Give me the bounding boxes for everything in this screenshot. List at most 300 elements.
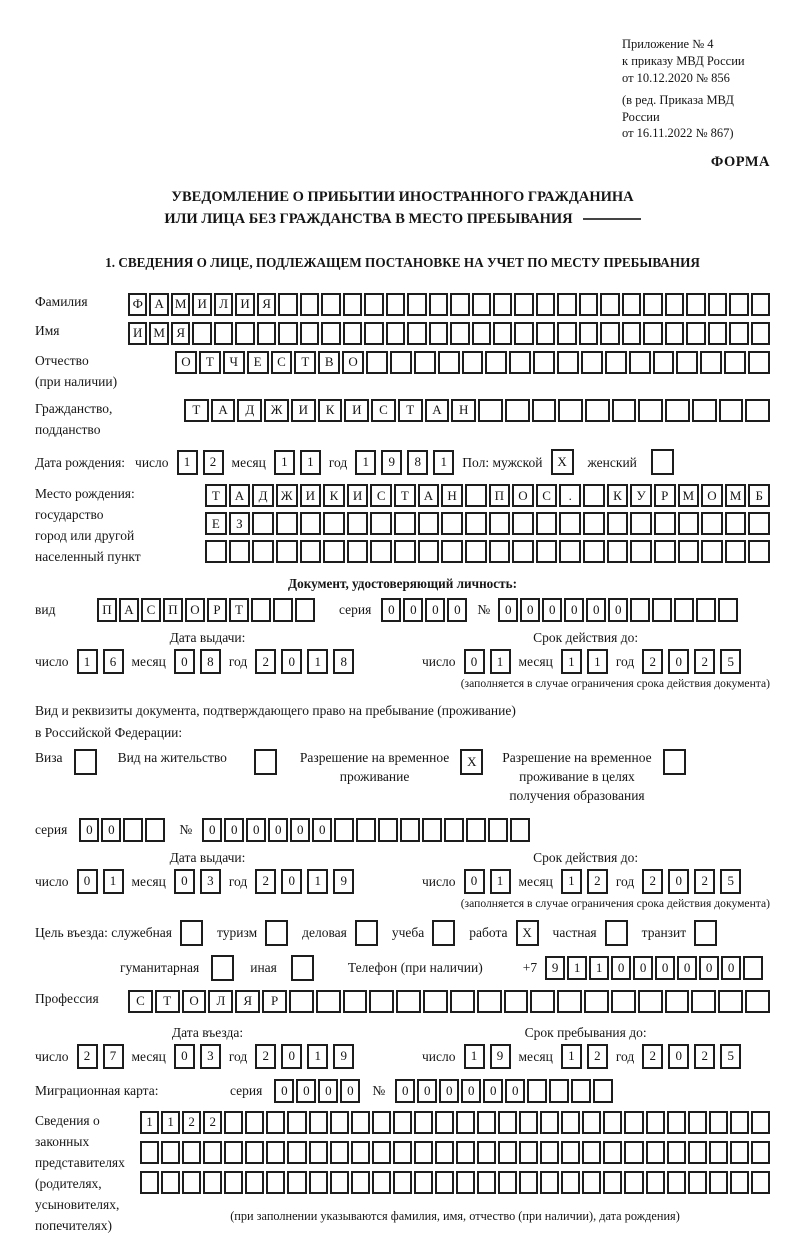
- char-box[interactable]: [300, 512, 322, 535]
- char-box[interactable]: 0: [505, 1079, 525, 1103]
- char-box[interactable]: К: [323, 484, 345, 507]
- char-box[interactable]: [643, 293, 662, 316]
- char-box[interactable]: 0: [464, 649, 485, 674]
- char-box[interactable]: [465, 512, 487, 535]
- char-box[interactable]: Д: [237, 399, 262, 422]
- char-box[interactable]: [700, 351, 722, 374]
- char-box[interactable]: [276, 512, 298, 535]
- char-box[interactable]: [583, 512, 605, 535]
- char-box[interactable]: 2: [255, 1044, 276, 1069]
- char-box[interactable]: [512, 512, 534, 535]
- char-box[interactable]: 2: [203, 1111, 222, 1134]
- char-box[interactable]: [477, 1111, 496, 1134]
- char-box[interactable]: 0: [520, 598, 540, 622]
- char-box[interactable]: 1: [433, 450, 454, 475]
- char-box[interactable]: [372, 1171, 391, 1194]
- char-box[interactable]: С: [371, 399, 396, 422]
- char-box[interactable]: С: [141, 598, 161, 622]
- char-box[interactable]: [393, 1171, 412, 1194]
- char-box[interactable]: [456, 1171, 475, 1194]
- char-box[interactable]: 6: [103, 649, 124, 674]
- char-box[interactable]: 1: [103, 869, 124, 894]
- char-box[interactable]: [558, 399, 583, 422]
- char-box[interactable]: [730, 1141, 749, 1164]
- char-box[interactable]: 1: [355, 450, 376, 475]
- char-box[interactable]: [205, 540, 227, 563]
- char-box[interactable]: [266, 1141, 285, 1164]
- char-box[interactable]: И: [347, 484, 369, 507]
- char-box[interactable]: [252, 512, 274, 535]
- char-box[interactable]: [630, 598, 650, 622]
- char-box[interactable]: [674, 598, 694, 622]
- char-box[interactable]: [622, 293, 641, 316]
- char-box[interactable]: О: [182, 990, 207, 1013]
- char-box[interactable]: Н: [441, 484, 463, 507]
- char-box[interactable]: 1: [177, 450, 198, 475]
- char-box[interactable]: У: [630, 484, 652, 507]
- char-box[interactable]: [351, 1111, 370, 1134]
- char-box[interactable]: [351, 1171, 370, 1194]
- char-box[interactable]: 0: [174, 1044, 195, 1069]
- char-box[interactable]: [289, 990, 314, 1013]
- char-box[interactable]: [540, 1111, 559, 1134]
- char-box[interactable]: [719, 399, 744, 422]
- char-box[interactable]: [561, 1111, 580, 1134]
- char-box[interactable]: [561, 1141, 580, 1164]
- char-box[interactable]: [300, 322, 319, 345]
- char-box[interactable]: [665, 990, 690, 1013]
- char-box[interactable]: И: [300, 484, 322, 507]
- char-box[interactable]: А: [211, 399, 236, 422]
- char-box[interactable]: [273, 598, 293, 622]
- char-box[interactable]: [646, 1141, 665, 1164]
- char-box[interactable]: [557, 293, 576, 316]
- char-box[interactable]: [161, 1171, 180, 1194]
- char-box[interactable]: [549, 1079, 569, 1103]
- char-box[interactable]: [287, 1171, 306, 1194]
- char-box[interactable]: 0: [699, 956, 719, 980]
- char-box[interactable]: Т: [229, 598, 249, 622]
- char-box[interactable]: Р: [262, 990, 287, 1013]
- char-box[interactable]: 9: [381, 450, 402, 475]
- char-box[interactable]: 1: [307, 869, 328, 894]
- char-box[interactable]: [330, 1171, 349, 1194]
- char-box[interactable]: [435, 1111, 454, 1134]
- char-box[interactable]: [581, 351, 603, 374]
- char-box[interactable]: [414, 1171, 433, 1194]
- char-box[interactable]: 1: [274, 450, 295, 475]
- char-box[interactable]: [686, 293, 705, 316]
- char-box[interactable]: [611, 990, 636, 1013]
- char-box[interactable]: [309, 1171, 328, 1194]
- char-box[interactable]: 0: [77, 869, 98, 894]
- char-box[interactable]: 2: [587, 1044, 608, 1069]
- char-box[interactable]: [423, 990, 448, 1013]
- char-box[interactable]: [498, 1111, 517, 1134]
- char-box[interactable]: [730, 1111, 749, 1134]
- char-box[interactable]: П: [97, 598, 117, 622]
- char-box[interactable]: 0: [281, 1044, 302, 1069]
- char-box[interactable]: [477, 1171, 496, 1194]
- char-box[interactable]: 1: [561, 869, 582, 894]
- char-box[interactable]: [390, 351, 412, 374]
- char-box[interactable]: [422, 818, 442, 842]
- char-box[interactable]: Т: [205, 484, 227, 507]
- char-box[interactable]: 1: [307, 1044, 328, 1069]
- char-box[interactable]: М: [725, 484, 747, 507]
- char-box[interactable]: [730, 1171, 749, 1194]
- char-box[interactable]: 0: [586, 598, 606, 622]
- char-box[interactable]: Ж: [264, 399, 289, 422]
- char-box[interactable]: [709, 1141, 728, 1164]
- char-box[interactable]: [729, 293, 748, 316]
- char-box[interactable]: [665, 399, 690, 422]
- char-box[interactable]: 9: [490, 1044, 511, 1069]
- char-box[interactable]: О: [512, 484, 534, 507]
- char-box[interactable]: [400, 818, 420, 842]
- char-box[interactable]: 1: [567, 956, 587, 980]
- char-box[interactable]: [386, 293, 405, 316]
- char-box[interactable]: Р: [654, 484, 676, 507]
- char-box[interactable]: 0: [340, 1079, 360, 1103]
- char-box[interactable]: [321, 322, 340, 345]
- char-box[interactable]: Л: [214, 293, 233, 316]
- char-box[interactable]: 1: [490, 649, 511, 674]
- char-box[interactable]: А: [229, 484, 251, 507]
- char-box[interactable]: 9: [333, 869, 354, 894]
- char-box[interactable]: А: [119, 598, 139, 622]
- char-box[interactable]: [316, 990, 341, 1013]
- char-box[interactable]: [489, 512, 511, 535]
- char-box[interactable]: [688, 1141, 707, 1164]
- char-box[interactable]: [691, 990, 716, 1013]
- char-box[interactable]: 0: [483, 1079, 503, 1103]
- char-box[interactable]: [224, 1111, 243, 1134]
- char-box[interactable]: [343, 293, 362, 316]
- char-box[interactable]: [323, 512, 345, 535]
- char-box[interactable]: 2: [255, 649, 276, 674]
- char-box[interactable]: [366, 351, 388, 374]
- char-box[interactable]: Т: [199, 351, 221, 374]
- char-box[interactable]: А: [425, 399, 450, 422]
- char-box[interactable]: И: [192, 293, 211, 316]
- char-box[interactable]: [622, 322, 641, 345]
- char-box[interactable]: [295, 598, 315, 622]
- char-box[interactable]: [509, 351, 531, 374]
- char-box[interactable]: О: [185, 598, 205, 622]
- char-box[interactable]: [748, 512, 770, 535]
- char-box[interactable]: [347, 512, 369, 535]
- char-box[interactable]: [465, 484, 487, 507]
- char-box[interactable]: [393, 1111, 412, 1134]
- char-box[interactable]: [519, 1141, 538, 1164]
- char-box[interactable]: Ф: [128, 293, 147, 316]
- char-box[interactable]: [140, 1171, 159, 1194]
- char-box[interactable]: И: [291, 399, 316, 422]
- char-box[interactable]: К: [607, 484, 629, 507]
- char-box[interactable]: 0: [611, 956, 631, 980]
- char-box[interactable]: 1: [140, 1111, 159, 1134]
- char-box[interactable]: [441, 540, 463, 563]
- char-box[interactable]: [561, 1171, 580, 1194]
- char-box[interactable]: [330, 1111, 349, 1134]
- char-box[interactable]: [347, 540, 369, 563]
- char-box[interactable]: [356, 818, 376, 842]
- char-box[interactable]: X: [516, 920, 539, 946]
- char-box[interactable]: 9: [545, 956, 565, 980]
- char-box[interactable]: 0: [439, 1079, 459, 1103]
- char-box[interactable]: [265, 920, 288, 946]
- char-box[interactable]: [603, 1111, 622, 1134]
- char-box[interactable]: И: [235, 293, 254, 316]
- char-box[interactable]: 0: [101, 818, 121, 842]
- char-box[interactable]: [643, 322, 662, 345]
- char-box[interactable]: 8: [333, 649, 354, 674]
- char-box[interactable]: [582, 1171, 601, 1194]
- char-box[interactable]: Н: [451, 399, 476, 422]
- char-box[interactable]: [651, 449, 674, 475]
- char-box[interactable]: 2: [694, 1044, 715, 1069]
- char-box[interactable]: [624, 1141, 643, 1164]
- char-box[interactable]: [414, 1111, 433, 1134]
- char-box[interactable]: X: [551, 449, 574, 475]
- char-box[interactable]: [489, 540, 511, 563]
- char-box[interactable]: [624, 1111, 643, 1134]
- char-box[interactable]: [638, 399, 663, 422]
- char-box[interactable]: [251, 598, 271, 622]
- char-box[interactable]: [646, 1111, 665, 1134]
- char-box[interactable]: 5: [720, 869, 741, 894]
- char-box[interactable]: [291, 955, 314, 981]
- char-box[interactable]: 0: [564, 598, 584, 622]
- char-box[interactable]: [351, 1141, 370, 1164]
- char-box[interactable]: [123, 818, 143, 842]
- char-box[interactable]: [254, 749, 277, 775]
- char-box[interactable]: 0: [395, 1079, 415, 1103]
- char-box[interactable]: [593, 1079, 613, 1103]
- char-box[interactable]: [300, 293, 319, 316]
- char-box[interactable]: [334, 818, 354, 842]
- char-box[interactable]: [514, 293, 533, 316]
- char-box[interactable]: [321, 293, 340, 316]
- char-box[interactable]: Е: [247, 351, 269, 374]
- char-box[interactable]: [692, 399, 717, 422]
- char-box[interactable]: 5: [720, 649, 741, 674]
- char-box[interactable]: [450, 322, 469, 345]
- char-box[interactable]: [498, 1171, 517, 1194]
- char-box[interactable]: [435, 1141, 454, 1164]
- char-box[interactable]: [536, 293, 555, 316]
- char-box[interactable]: [257, 322, 276, 345]
- char-box[interactable]: [751, 1111, 770, 1134]
- char-box[interactable]: [605, 920, 628, 946]
- char-box[interactable]: 0: [296, 1079, 316, 1103]
- char-box[interactable]: [266, 1111, 285, 1134]
- char-box[interactable]: 5: [720, 1044, 741, 1069]
- char-box[interactable]: 0: [281, 869, 302, 894]
- char-box[interactable]: 8: [200, 649, 221, 674]
- char-box[interactable]: Ж: [276, 484, 298, 507]
- char-box[interactable]: [557, 990, 582, 1013]
- char-box[interactable]: [182, 1171, 201, 1194]
- char-box[interactable]: [472, 293, 491, 316]
- char-box[interactable]: [624, 1171, 643, 1194]
- char-box[interactable]: 0: [281, 649, 302, 674]
- char-box[interactable]: 0: [202, 818, 222, 842]
- char-box[interactable]: [607, 512, 629, 535]
- char-box[interactable]: Я: [171, 322, 190, 345]
- char-box[interactable]: [74, 749, 97, 775]
- char-box[interactable]: [435, 1171, 454, 1194]
- char-box[interactable]: Д: [252, 484, 274, 507]
- char-box[interactable]: [519, 1111, 538, 1134]
- char-box[interactable]: А: [418, 484, 440, 507]
- char-box[interactable]: 1: [490, 869, 511, 894]
- char-box[interactable]: [527, 1079, 547, 1103]
- char-box[interactable]: [751, 1141, 770, 1164]
- char-box[interactable]: [465, 540, 487, 563]
- char-box[interactable]: Я: [235, 990, 260, 1013]
- char-box[interactable]: Я: [257, 293, 276, 316]
- char-box[interactable]: [369, 990, 394, 1013]
- char-box[interactable]: 1: [464, 1044, 485, 1069]
- char-box[interactable]: [701, 512, 723, 535]
- char-box[interactable]: [607, 540, 629, 563]
- char-box[interactable]: [145, 818, 165, 842]
- char-box[interactable]: [309, 1141, 328, 1164]
- char-box[interactable]: [751, 293, 770, 316]
- char-box[interactable]: М: [171, 293, 190, 316]
- char-box[interactable]: М: [149, 322, 168, 345]
- char-box[interactable]: [665, 322, 684, 345]
- char-box[interactable]: Т: [294, 351, 316, 374]
- char-box[interactable]: 0: [174, 649, 195, 674]
- char-box[interactable]: А: [149, 293, 168, 316]
- char-box[interactable]: [638, 990, 663, 1013]
- char-box[interactable]: [686, 322, 705, 345]
- char-box[interactable]: [287, 1111, 306, 1134]
- char-box[interactable]: [748, 351, 770, 374]
- char-box[interactable]: 0: [447, 598, 467, 622]
- char-box[interactable]: [583, 540, 605, 563]
- char-box[interactable]: 0: [224, 818, 244, 842]
- char-box[interactable]: [343, 322, 362, 345]
- char-box[interactable]: 0: [461, 1079, 481, 1103]
- char-box[interactable]: 8: [407, 450, 428, 475]
- char-box[interactable]: [540, 1141, 559, 1164]
- char-box[interactable]: [696, 598, 716, 622]
- char-box[interactable]: [559, 540, 581, 563]
- char-box[interactable]: [678, 512, 700, 535]
- char-box[interactable]: [214, 322, 233, 345]
- char-box[interactable]: [393, 1141, 412, 1164]
- char-box[interactable]: [603, 1141, 622, 1164]
- char-box[interactable]: [414, 1141, 433, 1164]
- char-box[interactable]: [229, 540, 251, 563]
- char-box[interactable]: 0: [403, 598, 423, 622]
- char-box[interactable]: [370, 512, 392, 535]
- char-box[interactable]: 1: [561, 649, 582, 674]
- char-box[interactable]: X: [460, 749, 483, 775]
- char-box[interactable]: С: [271, 351, 293, 374]
- char-box[interactable]: 0: [381, 598, 401, 622]
- char-box[interactable]: [676, 351, 698, 374]
- char-box[interactable]: М: [678, 484, 700, 507]
- char-box[interactable]: [725, 540, 747, 563]
- char-box[interactable]: 2: [642, 649, 663, 674]
- char-box[interactable]: 1: [561, 1044, 582, 1069]
- char-box[interactable]: [407, 322, 426, 345]
- char-box[interactable]: [579, 322, 598, 345]
- char-box[interactable]: [653, 351, 675, 374]
- char-box[interactable]: [300, 540, 322, 563]
- char-box[interactable]: [235, 322, 254, 345]
- char-box[interactable]: [724, 351, 746, 374]
- char-box[interactable]: [450, 293, 469, 316]
- char-box[interactable]: П: [163, 598, 183, 622]
- char-box[interactable]: [646, 1171, 665, 1194]
- char-box[interactable]: 0: [498, 598, 518, 622]
- char-box[interactable]: 0: [668, 869, 689, 894]
- char-box[interactable]: [203, 1141, 222, 1164]
- char-box[interactable]: 0: [668, 649, 689, 674]
- char-box[interactable]: [432, 920, 455, 946]
- char-box[interactable]: [485, 351, 507, 374]
- char-box[interactable]: [276, 540, 298, 563]
- char-box[interactable]: 0: [668, 1044, 689, 1069]
- char-box[interactable]: В: [318, 351, 340, 374]
- char-box[interactable]: [532, 399, 557, 422]
- char-box[interactable]: [370, 540, 392, 563]
- char-box[interactable]: 0: [721, 956, 741, 980]
- char-box[interactable]: [743, 956, 763, 980]
- char-box[interactable]: [603, 1171, 622, 1194]
- char-box[interactable]: [729, 322, 748, 345]
- char-box[interactable]: Т: [155, 990, 180, 1013]
- char-box[interactable]: [330, 1141, 349, 1164]
- char-box[interactable]: 0: [268, 818, 288, 842]
- char-box[interactable]: 2: [694, 869, 715, 894]
- char-box[interactable]: [654, 512, 676, 535]
- char-box[interactable]: 9: [333, 1044, 354, 1069]
- char-box[interactable]: 1: [587, 649, 608, 674]
- char-box[interactable]: 2: [642, 869, 663, 894]
- char-box[interactable]: [667, 1111, 686, 1134]
- char-box[interactable]: [372, 1141, 391, 1164]
- char-box[interactable]: [694, 920, 717, 946]
- char-box[interactable]: [429, 322, 448, 345]
- char-box[interactable]: 1: [77, 649, 98, 674]
- char-box[interactable]: [456, 1141, 475, 1164]
- char-box[interactable]: [708, 293, 727, 316]
- char-box[interactable]: [396, 990, 421, 1013]
- char-box[interactable]: [584, 990, 609, 1013]
- char-box[interactable]: 2: [77, 1044, 98, 1069]
- char-box[interactable]: [536, 512, 558, 535]
- char-box[interactable]: 1: [300, 450, 321, 475]
- char-box[interactable]: 2: [182, 1111, 201, 1134]
- char-box[interactable]: [364, 293, 383, 316]
- char-box[interactable]: [748, 540, 770, 563]
- char-box[interactable]: Л: [208, 990, 233, 1013]
- char-box[interactable]: 0: [425, 598, 445, 622]
- char-box[interactable]: [252, 540, 274, 563]
- char-box[interactable]: [394, 512, 416, 535]
- char-box[interactable]: [224, 1171, 243, 1194]
- char-box[interactable]: [203, 1171, 222, 1194]
- char-box[interactable]: Т: [398, 399, 423, 422]
- char-box[interactable]: [665, 293, 684, 316]
